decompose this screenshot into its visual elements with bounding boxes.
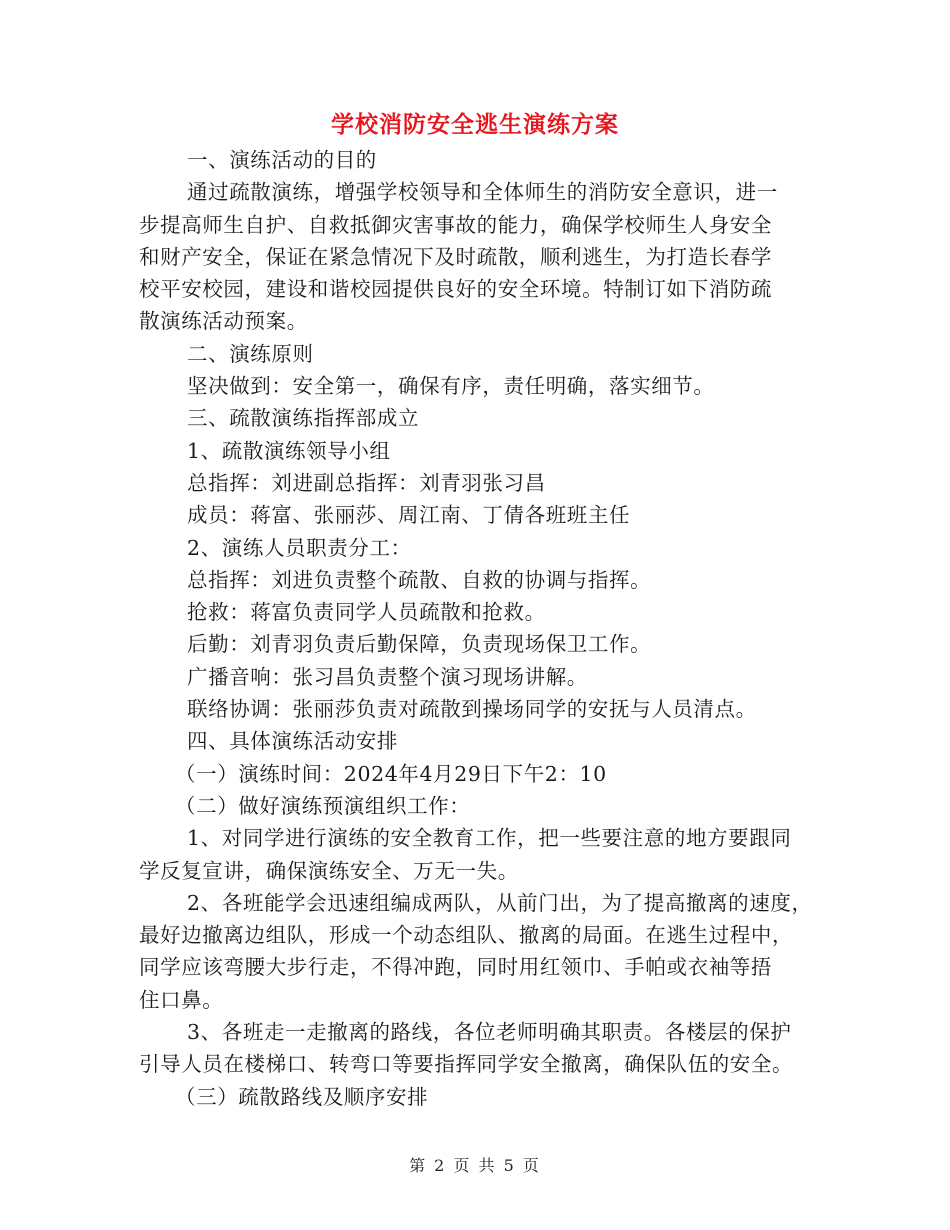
- paragraph-line: 坚决做到：安全第一，确保有序，责任明确，落实细节。: [187, 374, 715, 399]
- subsection-heading: 1、疏散演练领导小组: [187, 438, 391, 463]
- paragraph-line: 广播音响：张习昌负责整个演习现场讲解。: [187, 664, 588, 689]
- paragraph-line: 抢救：蒋富负责同学人员疏散和抢救。: [187, 600, 546, 625]
- paragraph-line: 住口鼻。: [139, 987, 224, 1012]
- paragraph-line: 成员：蒋富、张丽莎、周江南、丁倩各班班主任: [187, 503, 631, 528]
- section-heading: 四、具体演练活动安排: [187, 729, 398, 754]
- paragraph-line: 学反复宣讲，确保演练安全、万无一失。: [139, 858, 519, 883]
- paragraph-line: 同学应该弯腰大步行走，不得冲跑，同时用红领巾、手帕或衣袖等捂: [139, 955, 772, 980]
- subsection-heading: （三）疏散路线及顺序安排: [175, 1084, 429, 1109]
- subsection-heading: （二）做好演练预演组织工作：: [175, 793, 471, 818]
- section-heading: 二、演练原则: [187, 341, 314, 366]
- paragraph-line: 总指挥：刘进副总指挥：刘青羽张习昌: [187, 470, 546, 495]
- page-number: 第 2 页 共 5 页: [409, 1156, 541, 1175]
- paragraph-line: 后勤：刘青羽负责后勤保障，负责现场保卫工作。: [187, 632, 652, 657]
- paragraph-line: 散演练活动预案。: [139, 309, 308, 334]
- paragraph-line: 通过疏散演练，增强学校领导和全体师生的消防安全意识，进一: [187, 180, 778, 205]
- document-title: 学校消防安全逃生演练方案: [331, 111, 619, 138]
- paragraph-line: （一）演练时间：2024年4月29日下午2：10: [175, 761, 607, 786]
- section-heading: 三、疏散演练指挥部成立: [187, 406, 420, 431]
- paragraph-line: 引导人员在楼梯口、转弯口等要指挥同学安全撤离，确保队伍的安全。: [139, 1052, 794, 1077]
- paragraph-line: 3、各班走一走撤离的路线，各位老师明确其职责。各楼层的保护: [187, 1020, 792, 1045]
- paragraph-line: 联络协调：张丽莎负责对疏散到操场同学的安抚与人员清点。: [187, 697, 757, 722]
- paragraph-line: 总指挥：刘进负责整个疏散、自救的协调与指挥。: [187, 567, 652, 592]
- document-body: [139, 144, 819, 1113]
- paragraph-line: 1、对同学进行演练的安全教育工作，把一些要注意的地方要跟同: [187, 826, 792, 851]
- subsection-heading: 2、演练人员职责分工：: [187, 535, 412, 560]
- paragraph-line: 最好边撤离边组队，形成一个动态组队、撤离的局面。在逃生过程中，: [139, 923, 794, 948]
- paragraph-line: 和财产安全，保证在紧急情况下及时疏散，顺利逃生，为打造长春学: [139, 244, 772, 269]
- section-heading: 一、演练活动的目的: [187, 148, 377, 172]
- paragraph-line: 2、各班能学会迅速组编成两队，从前门出，为了提高撤离的速度，: [187, 890, 813, 915]
- paragraph-line: 步提高师生自护、自救抵御灾害事故的能力，确保学校师生人身安全: [139, 212, 772, 237]
- paragraph-line: 校平安校园，建设和谐校园提供良好的安全环境。特制订如下消防疏: [139, 277, 772, 302]
